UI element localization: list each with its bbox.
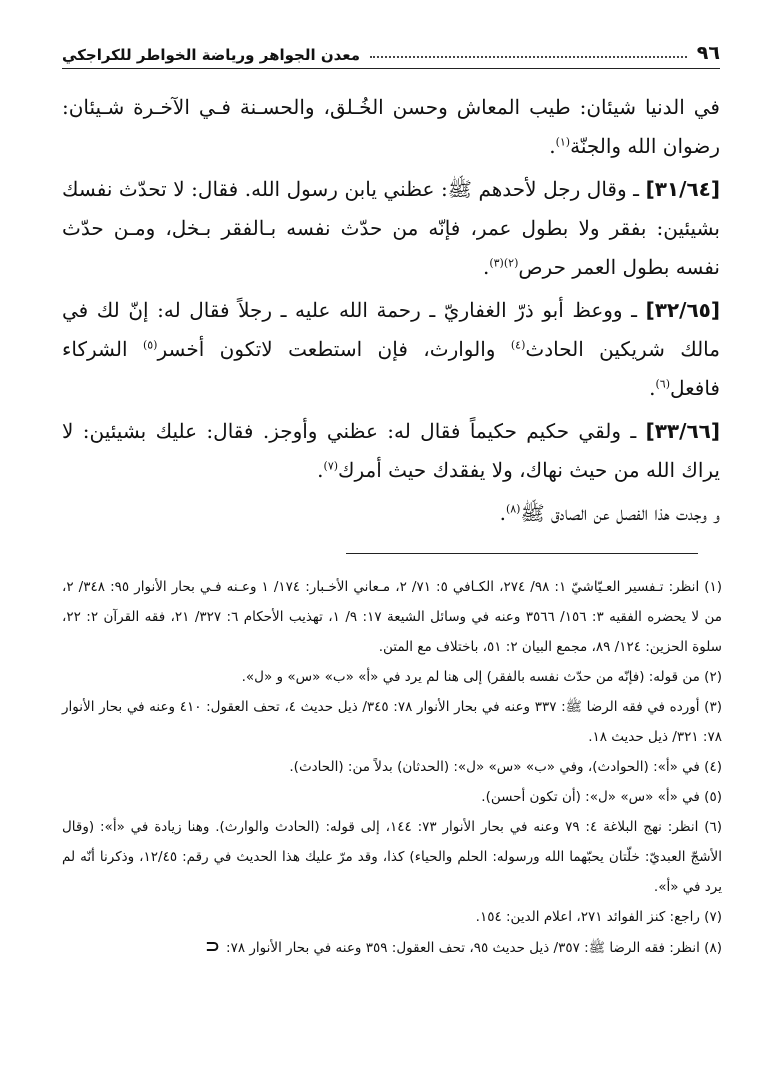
footnote-separator	[346, 553, 698, 554]
footnote: (١) انظر: تـفسير العـيّاشيّ ١: ٩٨/ ٢٧٤، الكـافي ٥: ٧١/ ٢، مـعاني الأخـبار: ١٧٤/ ١ وعـنه فـي بحار الأنوار ٩٥: ٣٤٨/ ٢، من لا يحضره الفقيه ٣: ١٥٦/ ٣٥٦٦ وعنه في وسائل الشيعة ١٧: ٩/ ١، تهذيب الأحكام ٦: ٣٢٧/ ٢١، فقه القرآن ٢: ٢٢، سلوة الحزين: ١٢٤/ ٨٩، مجمع البيان ٢: ٥١، باختلاف مع المتن.	[62, 579, 723, 655]
paragraph	[62, 170, 720, 287]
footnote: (٨) انظر: فقه الرضا ﷺ: ٣٥٧/ ذيل حديث ٩٥، تحف العقول: ٣٥٩ وعنه في بحار الأنوار ٧٨:	[226, 940, 722, 956]
page-number: ٩٦	[696, 42, 720, 64]
hadith-number: [٣٢/٦٥]	[645, 298, 720, 322]
paragraph	[62, 291, 720, 408]
paragraph-text: والوارث، فإن استطعت لاتكون أخسر	[157, 337, 511, 361]
main-text	[62, 88, 720, 537]
footnote-ref: (٤)	[510, 338, 526, 352]
paragraph-text: ـ وقال رجل لأحدهم ﷺ: عظني يابن رسول الله. فقال: لا تحدّث نفسك بشيئين: بفقر ولا بطول عمر، فإنّه من حدّث نفسه بـالفقر بـخل، ومـن حدّث نفسه بطول العمر حرص	[62, 177, 720, 279]
footnote: (٦) انظر: نهج البلاغة ٤: ٧٩ وعنه في بحار الأنوار ٧٣: ١٤٤، إلى قوله: (الحادث والوارث). وهنا زيادة في «أ»: (وقال الأشجّ العبديّ: خلّتان يحبّهما الله ورسوله: الحلم والحياء) كذا، وقد مرّ عليك هذا الحديث في رقم: ١٢/٤٥، وذكرنا أنّه لم يرد في «أ».	[62, 819, 723, 895]
footnote: (٥) في «أ» «س» «ل»: (أن تكون أحسن).	[481, 789, 722, 805]
footnote-ref: (٧)	[323, 459, 339, 473]
footnotes	[62, 572, 722, 963]
paragraph-end: .	[499, 501, 506, 525]
continuation-arrow-icon: ⊂	[204, 936, 221, 957]
paragraph-end: .	[549, 134, 556, 158]
footnote-ref: (٦)	[655, 377, 670, 391]
footnote: (٧) راجع: كنز الفوائد ٢٧١، اعلام الدين: ١٥٤.	[475, 909, 722, 925]
paragraph-end: .	[317, 458, 324, 482]
paragraph-text: ـ ولقي حكيم حكيماً فقال له: عظني وأوجز. فقال: عليك بشيئين: لا يراك الله من حيث نهاك، ولا يفقدك حيث أمرك	[62, 419, 720, 482]
paragraph-text: في الدنيا شيئان: طيب المعاش وحسن الخُـلق، والحسـنة فـي الآخـرة شـيئان: رضوان الله والجنّة	[62, 95, 720, 158]
hadith-number: [٣١/٦٤]	[645, 177, 720, 201]
paragraph	[62, 412, 720, 490]
paragraph	[62, 494, 720, 533]
paragraph	[62, 88, 720, 166]
footnote: (٣) أورده في فقه الرضا ﷺ: ٣٣٧ وعنه في بحار الأنوار ٧٨: ٣٤٥/ ذيل حديث ٤، تحف العقول: ٤١٠ وعنه في بحار الأنوار ٧٨: ٣٢١/ ذيل حديث ١٨.	[62, 699, 722, 745]
footnote-last	[62, 932, 722, 963]
footnote: (٢) من قوله: (فإنّه من حدّث نفسه بالفقر) إلى هنا لم يرد في «أ» «ب» «س» و «ل».	[241, 669, 722, 685]
header-dotted-leader	[370, 56, 687, 58]
footnote-ref: (١)	[555, 135, 571, 149]
paragraph-end: .	[482, 255, 490, 279]
footnote-ref: (٨)	[505, 502, 521, 516]
paragraph-text: الشركاء فافعل	[62, 337, 720, 400]
paragraph-end: .	[649, 376, 656, 400]
footnote-ref: (٥)	[142, 338, 158, 352]
running-title: معدن الجواهر ورياضة الخواطر للكراجكي	[62, 46, 361, 64]
footnote: (٤) في «أ»: (الحوادث)، وفي «ب» «س» «ل»: (الحدثان) بدلاً من: (الحادث).	[289, 759, 722, 775]
hadith-number: [٣٣/٦٦]	[645, 419, 720, 443]
paragraph-text: ـ ووعظ أبو ذرّ الغفاريّ ـ رحمة الله عليه ـ رجلاً فقال له: إنّ لك في مالك شريكين الحادث	[62, 298, 720, 361]
footnote-ref: (٢)(٣)	[489, 256, 519, 270]
paragraph-text: و وجدت هذا الفصل عن الصادق ﷺ	[520, 501, 720, 525]
page-header	[62, 24, 720, 69]
